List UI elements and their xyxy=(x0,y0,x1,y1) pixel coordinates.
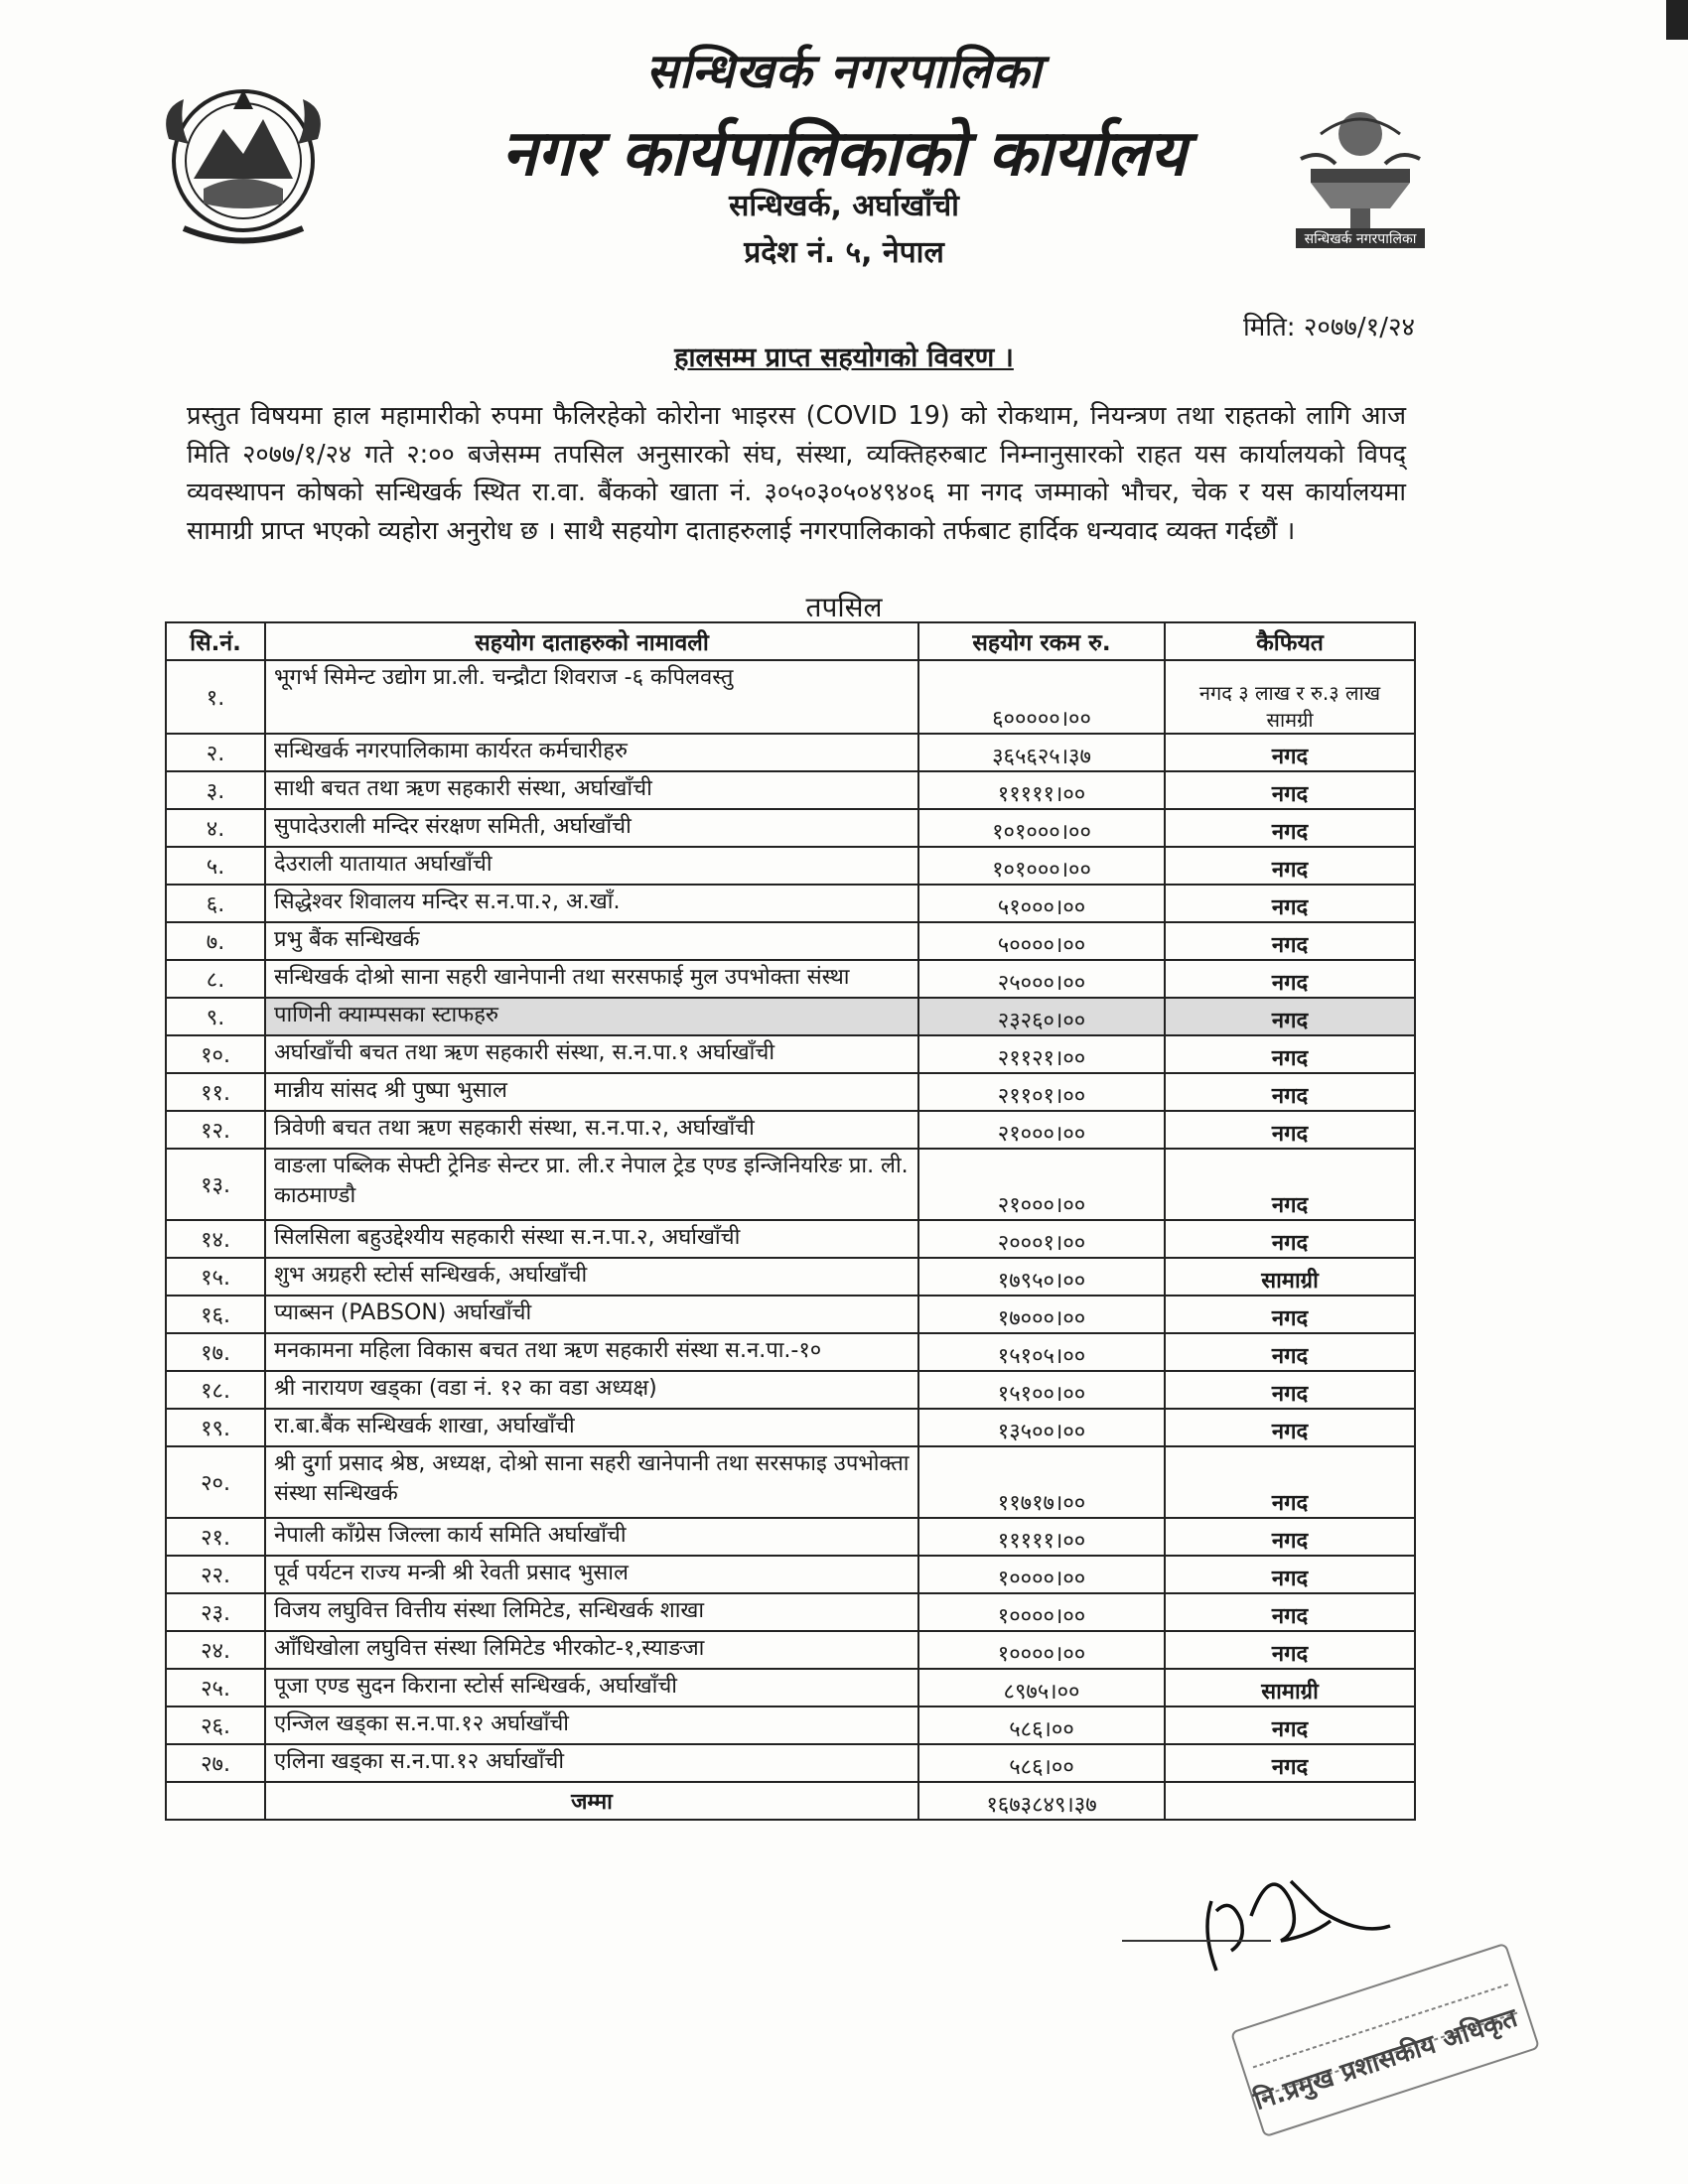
table-row xyxy=(166,885,1415,922)
row-donor-name: विजय लघुवित्त वित्तीय संस्था लिमिटेड, सन्धिखर्क शाखा xyxy=(265,1593,918,1631)
table-header-row xyxy=(166,622,1415,660)
table-title: तपसिल xyxy=(805,591,883,623)
row-serial: १४. xyxy=(166,1220,265,1258)
row-serial: २०. xyxy=(166,1446,265,1518)
row-remark: नगद xyxy=(1165,1556,1415,1593)
row-remark: नगद xyxy=(1165,771,1415,809)
row-amount: १००००।०० xyxy=(918,1631,1165,1669)
row-serial: २२. xyxy=(166,1556,265,1593)
row-amount: १७९५०।०० xyxy=(918,1258,1165,1296)
row-serial: २४. xyxy=(166,1631,265,1669)
row-amount: ५००००।०० xyxy=(918,922,1165,960)
donation-table xyxy=(165,621,1416,1821)
table-row xyxy=(166,1631,1415,1669)
row-amount: १११११।०० xyxy=(918,771,1165,809)
row-remark: नगद xyxy=(1165,1035,1415,1073)
table-row xyxy=(166,1149,1415,1220)
row-remark: नगद xyxy=(1165,1073,1415,1111)
row-amount: २१०००।०० xyxy=(918,1149,1165,1220)
body-paragraph: प्रस्तुत विषयमा हाल महामारीको रुपमा फैलिरहेको कोरोना भाइरस (COVID 19) को रोकथाम, नियन्त्रण तथा राहतको लागि आज मिति २०७७/१/२४ गते २:०० बजेसम्म तपसिल अनुसारको संघ, संस्था, व्यक्तिहरुबाट निम्नानुसारको राहत यस कार्यालयको विपद् व्यवस्थापन कोषको सन्धिखर्क स्थित रा.वा. बैंकको खाता नं. ३०५०३०५०४९४०६ मा नगद जम्माको भौचर, चेक र यस कार्यालयमा सामाग्री प्राप्त भएको व्यहोरा अनुरोध छ । साथै सहयोग दाताहरुलाई नगरपालिकाको तर्फबाट हार्दिक धन्यवाद व्यक्त गर्दछौं । xyxy=(187,401,1406,546)
header-office-name: नगर कार्यपालिकाको कार्यालय xyxy=(501,117,1187,191)
row-donor-name: पाणिनी क्याम्पसका स्टाफहरु xyxy=(265,998,918,1035)
table-row xyxy=(166,734,1415,771)
row-amount: १००००।०० xyxy=(918,1556,1165,1593)
row-serial: १. xyxy=(166,660,265,734)
table-row xyxy=(166,1035,1415,1073)
scan-edge-mark xyxy=(1666,0,1688,40)
row-amount: ५८६।०० xyxy=(918,1706,1165,1744)
table-row xyxy=(166,1446,1415,1518)
row-amount: ६०००००।०० xyxy=(918,660,1165,734)
row-serial: ४. xyxy=(166,809,265,847)
total-amount: १६७३८४९।३७ xyxy=(918,1782,1165,1820)
row-remark: नगद xyxy=(1165,1706,1415,1744)
row-donor-name: वाङला पब्लिक सेफ्टी ट्रेनिङ सेन्टर प्रा. ली.र नेपाल ट्रेड एण्ड इन्जिनियरिङ प्रा. ली. काठमाण्डौ xyxy=(265,1149,918,1220)
table-row xyxy=(166,1333,1415,1371)
row-remark: नगद xyxy=(1165,809,1415,847)
row-remark: नगद xyxy=(1165,1744,1415,1782)
row-amount: २११२१।०० xyxy=(918,1035,1165,1073)
row-remark: नगद ३ लाख र रु.३ लाख सामग्री xyxy=(1165,660,1415,734)
header-amount: सहयोग रकम रु. xyxy=(918,622,1165,660)
total-empty-cell xyxy=(166,1782,265,1820)
row-remark: नगद xyxy=(1165,922,1415,960)
row-donor-name: देउराली यातायात अर्घाखाँची xyxy=(265,847,918,885)
row-remark: नगद xyxy=(1165,1409,1415,1446)
row-serial: २७. xyxy=(166,1744,265,1782)
row-donor-name: शुभ अग्रहरी स्टोर्स सन्धिखर्क, अर्घाखाँची xyxy=(265,1258,918,1296)
table-row xyxy=(166,1220,1415,1258)
row-amount: १५१०५।०० xyxy=(918,1333,1165,1371)
row-serial: १०. xyxy=(166,1035,265,1073)
row-donor-name: श्री नारायण खड्का (वडा नं. १२ का वडा अध्यक्ष) xyxy=(265,1371,918,1409)
row-amount: २०००१।०० xyxy=(918,1220,1165,1258)
row-remark: नगद xyxy=(1165,1518,1415,1556)
stamp-text: नि.प्रमुख प्रशासकीय अधिकृत xyxy=(1250,2002,1521,2116)
row-serial: १८. xyxy=(166,1371,265,1409)
row-remark: नगद xyxy=(1165,734,1415,771)
row-donor-name: त्रिवेणी बचत तथा ऋण सहकारी संस्था, स.न.पा.२, अर्घाखाँची xyxy=(265,1111,918,1149)
row-donor-name: सन्धिखर्क दोश्रो साना सहरी खानेपानी तथा सरसफाई मुल उपभोक्ता संस्था xyxy=(265,960,918,998)
row-donor-name: पूर्व पर्यटन राज्य मन्त्री श्री रेवती प्रसाद भुसाल xyxy=(265,1556,918,1593)
row-donor-name: साथी बचत तथा ऋण सहकारी संस्था, अर्घाखाँची xyxy=(265,771,918,809)
row-serial: ९. xyxy=(166,998,265,1035)
row-donor-name: एन्जिल खड्का स.न.पा.१२ अर्घाखाँची xyxy=(265,1706,918,1744)
row-donor-name: रा.बा.बैंक सन्धिखर्क शाखा, अर्घाखाँची xyxy=(265,1409,918,1446)
row-amount: २११०१।०० xyxy=(918,1073,1165,1111)
row-serial: ६. xyxy=(166,885,265,922)
row-amount: ३६५६२५।३७ xyxy=(918,734,1165,771)
right-logo-caption: सन्धिखर्क नगरपालिका xyxy=(1304,231,1417,247)
row-donor-name: अर्घाखाँची बचत तथा ऋण सहकारी संस्था, स.न.पा.१ अर्घाखाँची xyxy=(265,1035,918,1073)
header-municipality-name: सन्धिखर्क नगरपालिका xyxy=(645,44,1043,99)
row-amount: १७०००।०० xyxy=(918,1296,1165,1333)
row-serial: २६. xyxy=(166,1706,265,1744)
row-serial: १६. xyxy=(166,1296,265,1333)
row-donor-name: एलिना खड्का स.न.पा.१२ अर्घाखाँची xyxy=(265,1744,918,1782)
row-serial: २१. xyxy=(166,1518,265,1556)
header-province: प्रदेश नं. ५, नेपाल xyxy=(744,235,944,270)
table-row xyxy=(166,771,1415,809)
row-amount: ५८६।०० xyxy=(918,1744,1165,1782)
row-remark: नगद xyxy=(1165,1446,1415,1518)
table-row xyxy=(166,1073,1415,1111)
row-remark: नगद xyxy=(1165,1631,1415,1669)
table-row xyxy=(166,1706,1415,1744)
document-subject: हालसम्म प्राप्त सहयोगको विवरण । xyxy=(674,342,1014,373)
row-serial: ८. xyxy=(166,960,265,998)
table-row xyxy=(166,1593,1415,1631)
table-row xyxy=(166,1744,1415,1782)
row-amount: २१०००।०० xyxy=(918,1111,1165,1149)
table-row xyxy=(166,809,1415,847)
table-row xyxy=(166,960,1415,998)
row-donor-name: सुपादेउराली मन्दिर संरक्षण समिती, अर्घाखाँची xyxy=(265,809,918,847)
row-remark: नगद xyxy=(1165,885,1415,922)
row-amount: ११७१७।०० xyxy=(918,1446,1165,1518)
table-row xyxy=(166,998,1415,1035)
document-date: मिति: २०७७/१/२४ xyxy=(1242,313,1415,342)
row-amount: १३५००।०० xyxy=(918,1409,1165,1446)
row-remark: नगद xyxy=(1165,960,1415,998)
row-remark: नगद xyxy=(1165,847,1415,885)
row-serial: १२. xyxy=(166,1111,265,1149)
total-label: जम्मा xyxy=(265,1782,918,1820)
row-serial: २. xyxy=(166,734,265,771)
table-row xyxy=(166,1669,1415,1706)
header-location: सन्धिखर्क, अर्घाखाँची xyxy=(729,189,959,223)
table-row xyxy=(166,1556,1415,1593)
header-donor-name: सहयोग दाताहरुको नामावली xyxy=(265,622,918,660)
row-remark: नगद xyxy=(1165,1296,1415,1333)
row-serial: १७. xyxy=(166,1333,265,1371)
row-remark: नगद xyxy=(1165,1333,1415,1371)
row-serial: १९. xyxy=(166,1409,265,1446)
row-donor-name: प्याब्सन (PABSON) अर्घाखाँची xyxy=(265,1296,918,1333)
row-remark: नगद xyxy=(1165,1371,1415,1409)
row-remark: नगद xyxy=(1165,998,1415,1035)
table-row xyxy=(166,1409,1415,1446)
row-remark: नगद xyxy=(1165,1220,1415,1258)
total-remark-cell xyxy=(1165,1782,1415,1820)
row-serial: २३. xyxy=(166,1593,265,1631)
table-total-row xyxy=(166,1782,1415,1820)
row-donor-name: श्री दुर्गा प्रसाद श्रेष्ठ, अध्यक्ष, दोश्रो साना सहरी खानेपानी तथा सरसफाइ उपभोक्ता संस्था सन्धिखर्क xyxy=(265,1446,918,1518)
row-serial: १३. xyxy=(166,1149,265,1220)
table-row xyxy=(166,922,1415,960)
row-amount: २५०००।०० xyxy=(918,960,1165,998)
row-serial: ११. xyxy=(166,1073,265,1111)
row-remark: नगद xyxy=(1165,1111,1415,1149)
row-serial: २५. xyxy=(166,1669,265,1706)
row-serial: ७. xyxy=(166,922,265,960)
row-amount: १०१०००।०० xyxy=(918,809,1165,847)
row-donor-name: नेपाली काँग्रेस जिल्ला कार्य समिति अर्घाखाँची xyxy=(265,1518,918,1556)
row-donor-name: सिद्धेश्वर शिवालय मन्दिर स.न.पा.२, अ.खाँ. xyxy=(265,885,918,922)
row-remark: नगद xyxy=(1165,1149,1415,1220)
row-remark: सामाग्री xyxy=(1165,1258,1415,1296)
row-donor-name: पूजा एण्ड सुदन किराना स्टोर्स सन्धिखर्क, अर्घाखाँची xyxy=(265,1669,918,1706)
row-donor-name: भूगर्भ सिमेन्ट उद्योग प्रा.ली. चन्द्रौटा शिवराज -६ कपिलवस्तु xyxy=(265,660,918,734)
row-amount: ५१०००।०० xyxy=(918,885,1165,922)
table-row xyxy=(166,1518,1415,1556)
header-serial: सि.नं. xyxy=(166,622,265,660)
row-amount: १००००।०० xyxy=(918,1593,1165,1631)
row-serial: ५. xyxy=(166,847,265,885)
row-donor-name: मनकामना महिला विकास बचत तथा ऋण सहकारी संस्था स.न.पा.-१० xyxy=(265,1333,918,1371)
row-donor-name: प्रभु बैंक सन्धिखर्क xyxy=(265,922,918,960)
row-amount: ८९७५।०० xyxy=(918,1669,1165,1706)
table-row xyxy=(166,847,1415,885)
row-donor-name: मान्नीय सांसद श्री पुष्पा भुसाल xyxy=(265,1073,918,1111)
row-amount: १५१००।०० xyxy=(918,1371,1165,1409)
row-serial: १५. xyxy=(166,1258,265,1296)
row-donor-name: सन्धिखर्क नगरपालिकामा कार्यरत कर्मचारीहरु xyxy=(265,734,918,771)
table-row xyxy=(166,1296,1415,1333)
row-donor-name: सिलसिला बहुउद्देश्यीय सहकारी संस्था स.न.पा.२, अर्घाखाँची xyxy=(265,1220,918,1258)
row-donor-name: आँधिखोला लघुवित्त संस्था लिमिटेड भीरकोट-१,स्याङजा xyxy=(265,1631,918,1669)
row-remark: नगद xyxy=(1165,1593,1415,1631)
row-amount: १११११।०० xyxy=(918,1518,1165,1556)
row-amount: १०१०००।०० xyxy=(918,847,1165,885)
header-remark: कैफियत xyxy=(1165,622,1415,660)
row-amount: २३२६०।०० xyxy=(918,998,1165,1035)
table-row xyxy=(166,1111,1415,1149)
table-body xyxy=(166,660,1415,1782)
table-row xyxy=(166,660,1415,734)
row-remark: सामाग्री xyxy=(1165,1669,1415,1706)
row-serial: ३. xyxy=(166,771,265,809)
table-row xyxy=(166,1258,1415,1296)
table-row xyxy=(166,1371,1415,1409)
